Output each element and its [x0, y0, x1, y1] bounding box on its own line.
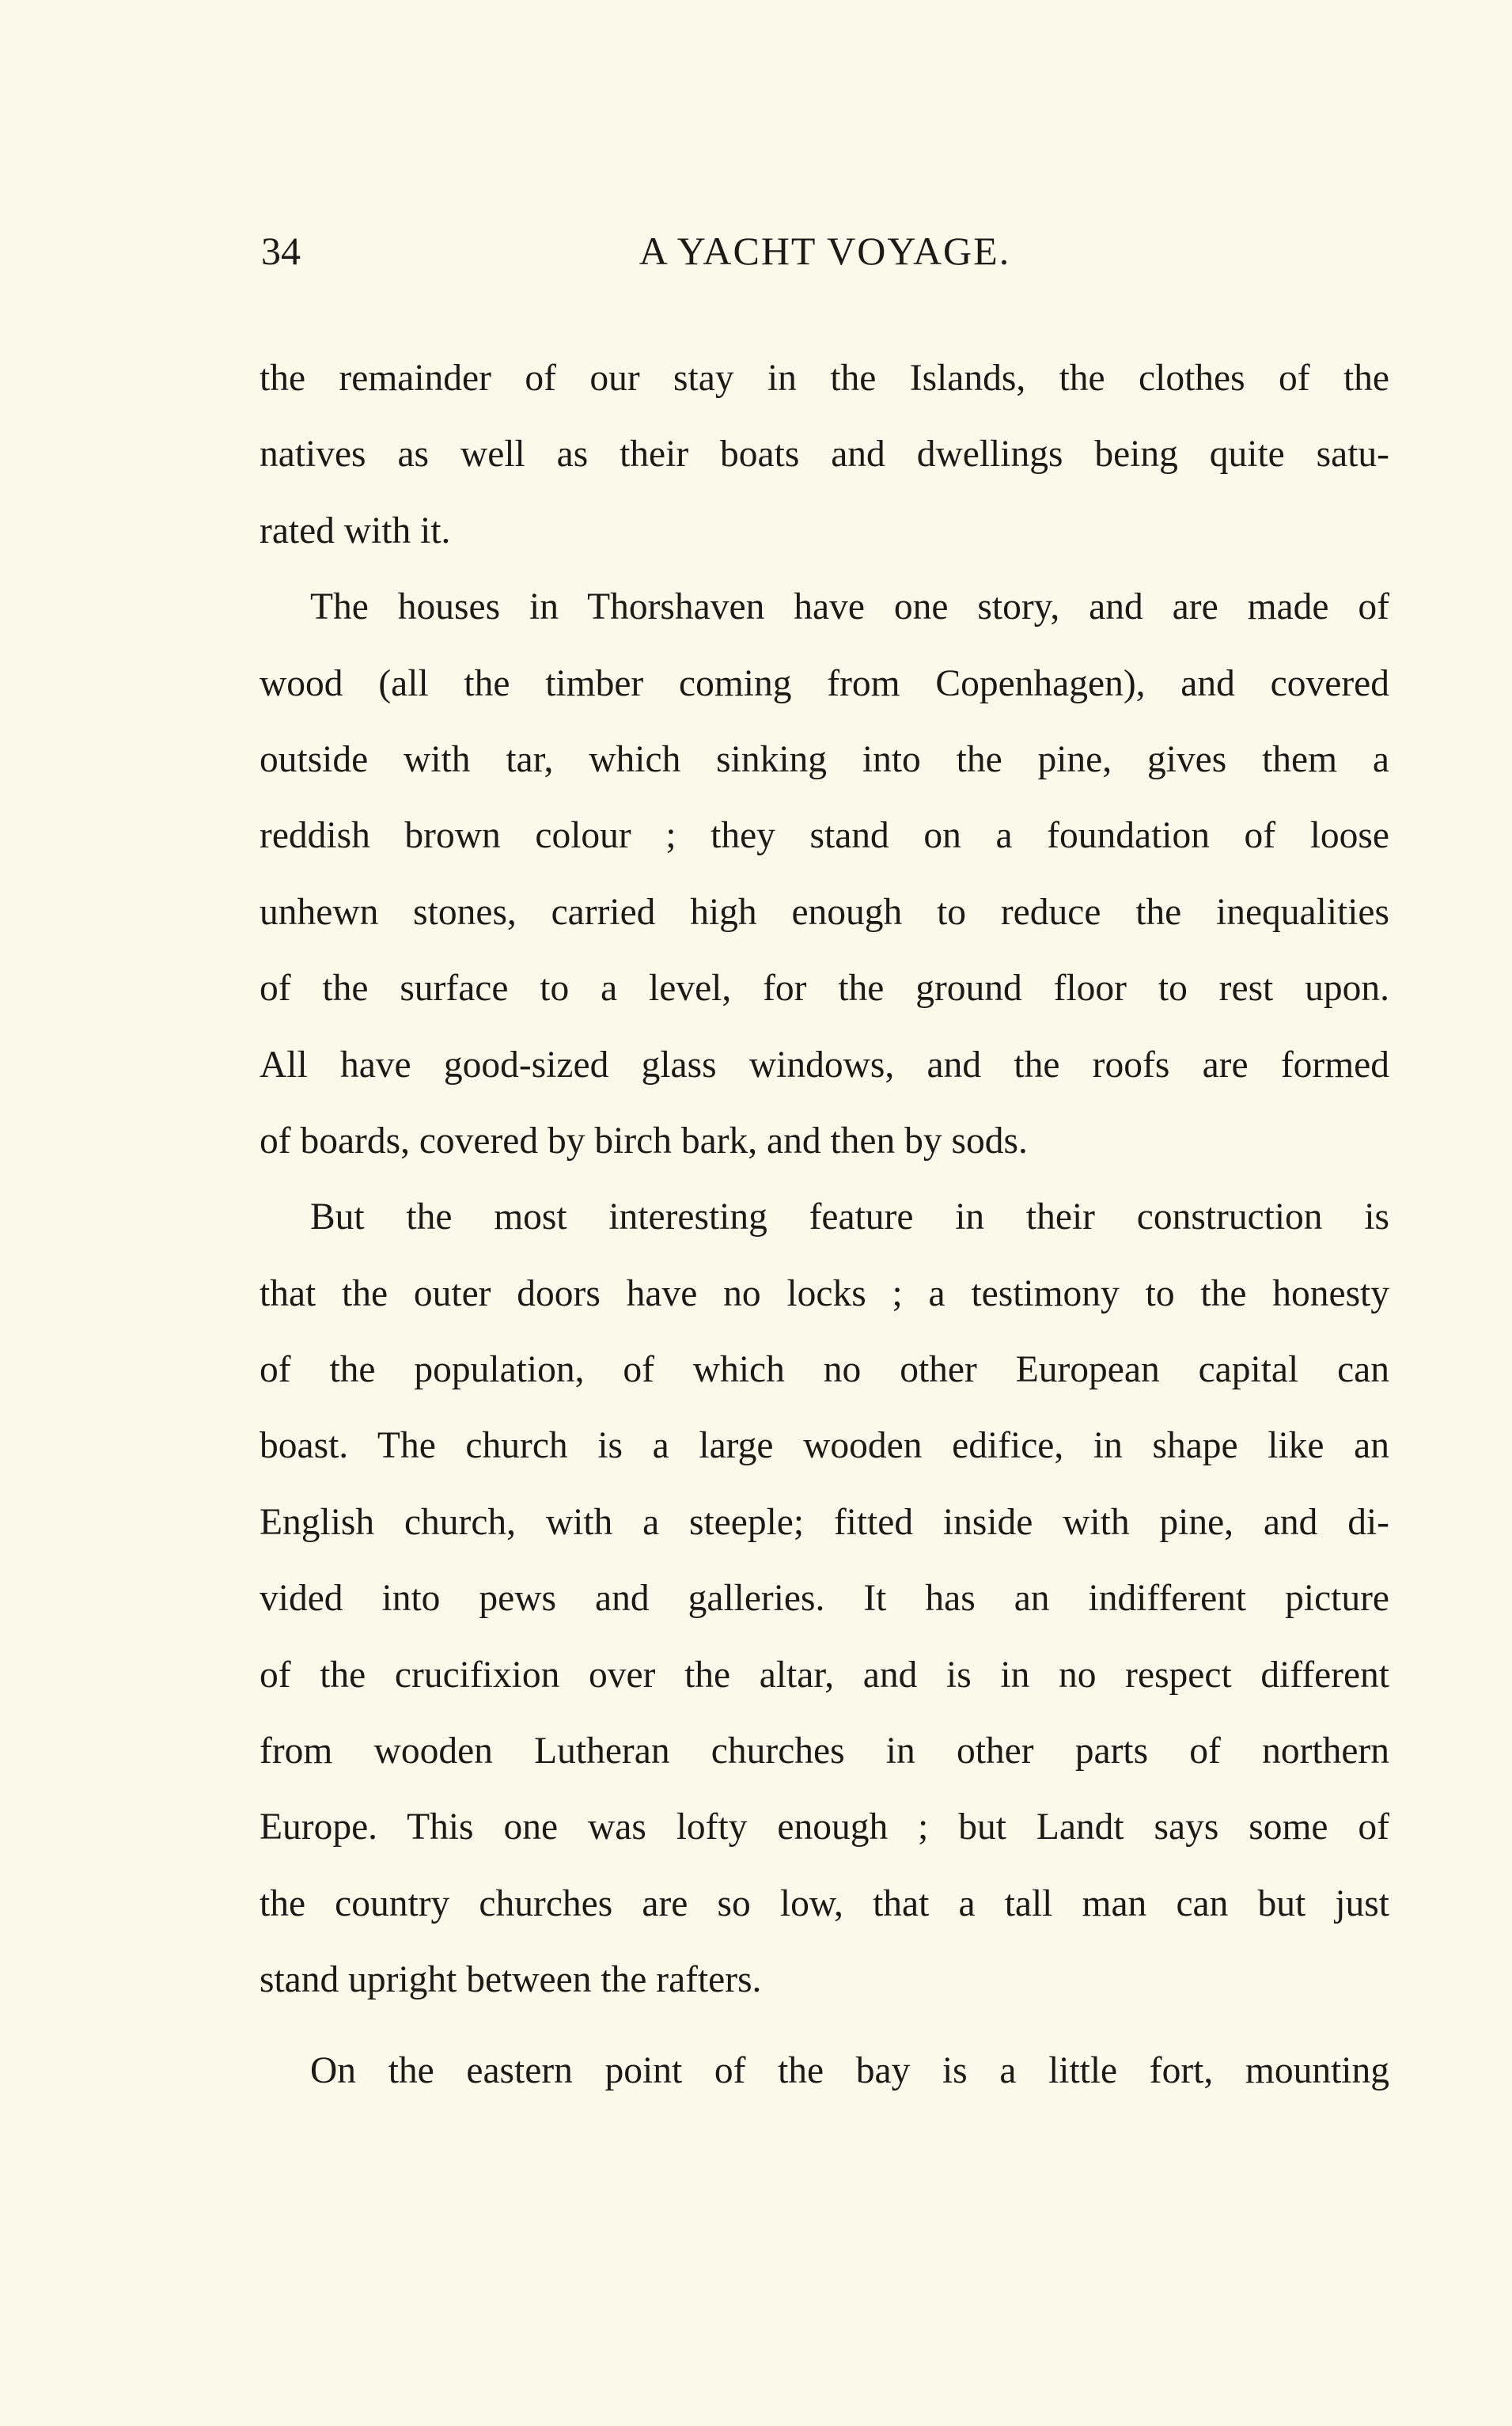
text-line: stand upright between the rafters.: [260, 1959, 762, 2001]
text-line: English church, with a steeple; fitted inside with pine, and di-: [260, 1501, 1389, 1543]
text-line: wood (all the timber coming from Copenhagen), and covered: [260, 662, 1389, 704]
running-head: [261, 223, 1389, 279]
text-line: of the crucifixion over the altar, and is in no respect different: [260, 1654, 1389, 1696]
text-line: Europe. This one was lofty enough ; but Landt says some of: [260, 1806, 1389, 1848]
body-text: [260, 340, 1389, 2109]
text-line: On the eastern point of the bay is a little fort, mounting: [310, 2049, 1389, 2091]
text-line: from wooden Lutheran churches in other parts of northern: [260, 1730, 1389, 1772]
paragraph-gap: [260, 2019, 1389, 2033]
text-line: of boards, covered by birch bark, and then by sods.: [260, 1120, 1028, 1162]
text-line: All have good-sized glass windows, and the roofs are formed: [260, 1044, 1389, 1086]
text-line: unhewn stones, carried high enough to reduce the inequalities: [260, 891, 1389, 933]
page-number: 34: [261, 229, 301, 273]
text-line: natives as well as their boats and dwellings being quite satu-: [260, 434, 1389, 476]
running-title: A YACHT VOYAGE.: [639, 229, 1011, 273]
text-line: the country churches are so low, that a tall man can but just: [260, 1882, 1389, 1924]
text-line: outside with tar, which sinking into the pine, gives them a: [260, 738, 1389, 780]
text-line: reddish brown colour ; they stand on a foundation of loose: [260, 815, 1389, 857]
text-line: rated with it.: [260, 510, 451, 552]
text-line: the remainder of our stay in the Islands, the clothes of the: [260, 358, 1389, 399]
text-line: vided into pews and galleries. It has an indifferent picture: [260, 1578, 1389, 1620]
text-line: that the outer doors have no locks ; a testimony to the honesty: [260, 1272, 1389, 1314]
text-line: of the population, of which no other European capital can: [260, 1349, 1389, 1391]
text-line: of the surface to a level, for the ground floor to rest upon.: [260, 968, 1389, 1010]
text-line: The houses in Thorshaven have one story, and are made of: [310, 586, 1389, 628]
text-line: But the most interesting feature in their construction is: [310, 1196, 1389, 1238]
text-line: boast. The church is a large wooden edifice, in shape like an: [260, 1425, 1389, 1467]
